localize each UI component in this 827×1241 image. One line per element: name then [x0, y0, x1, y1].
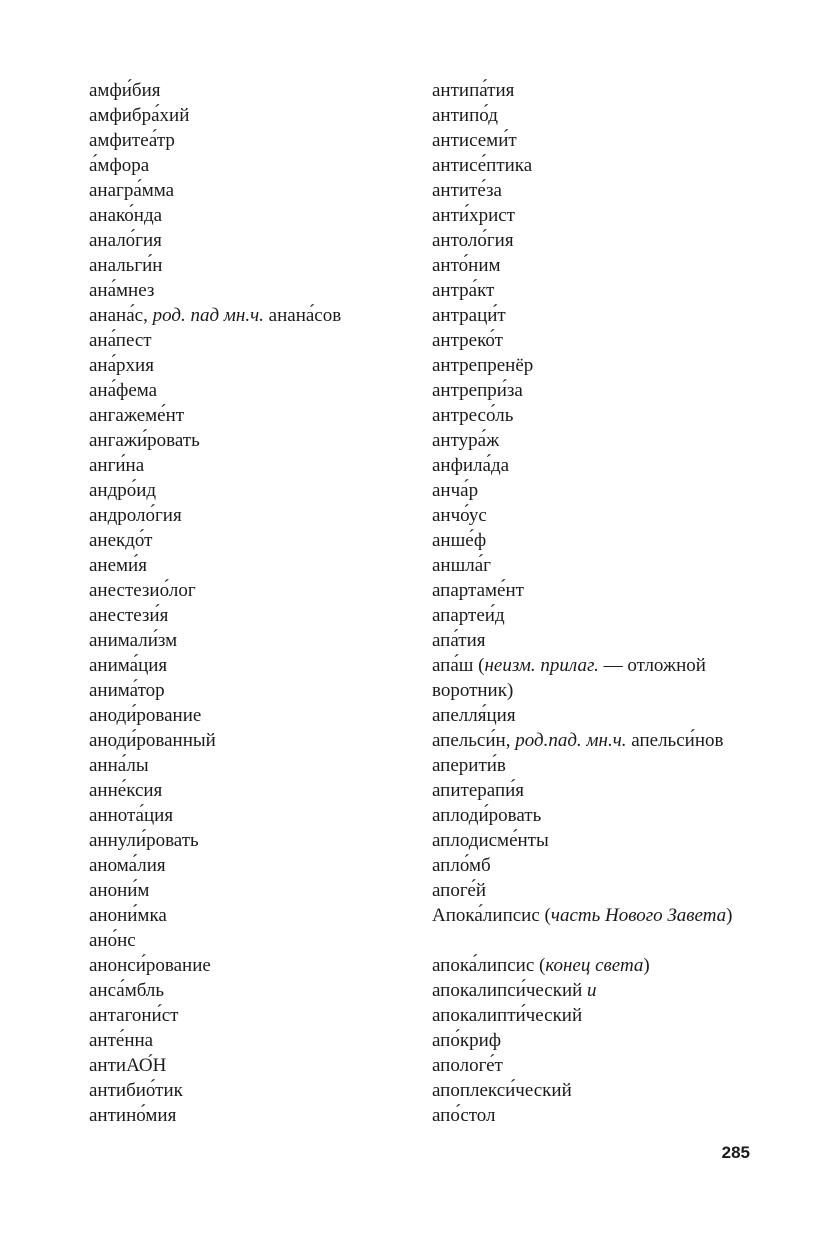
entry-word: амфитеа́тр	[89, 130, 175, 151]
dictionary-entry	[432, 1053, 762, 1078]
entry-word: анагра́мма	[89, 180, 175, 201]
dictionary-entry	[432, 728, 762, 753]
dictionary-entry	[89, 453, 419, 478]
entry-word: анто́ним	[432, 255, 501, 276]
dictionary-entry	[89, 703, 419, 728]
entry-word: анако́нда	[89, 205, 163, 226]
dictionary-entry	[432, 703, 762, 728]
entry-word: аноди́рование	[89, 705, 202, 726]
dictionary-entry	[89, 353, 419, 378]
dictionary-entry	[89, 1103, 419, 1128]
dictionary-entry	[432, 953, 762, 978]
entry-word: аперити́в	[432, 755, 506, 776]
entry-word: анима́ция	[89, 655, 168, 676]
dictionary-entry	[432, 903, 762, 953]
dictionary-entry	[89, 628, 419, 653]
entry-word: антите́за	[432, 180, 502, 201]
dictionary-entry	[432, 578, 762, 603]
dictionary-entry	[432, 128, 762, 153]
dictionary-entry	[89, 803, 419, 828]
entry-word: аплоди́ровать	[432, 805, 542, 826]
entry-word: ана́рхия	[89, 355, 154, 376]
dictionary-entry	[432, 503, 762, 528]
entry-grammar-note: неизм. прилаг.	[484, 655, 599, 676]
entry-word: анима́тор	[89, 680, 165, 701]
dictionary-entry	[432, 253, 762, 278]
entry-word: апелля́ция	[432, 705, 516, 726]
entry-word: антисе́птика	[432, 155, 533, 176]
entry-word: апока́липсис (	[432, 955, 546, 976]
dictionary-entry	[432, 353, 762, 378]
entry-word: антрепри́за	[432, 380, 523, 401]
entry-word: анса́мбль	[89, 980, 165, 1001]
dictionary-entry	[432, 1103, 762, 1128]
dictionary-entry	[89, 528, 419, 553]
entry-word: аннули́ровать	[89, 830, 199, 851]
entry-continuation: апельси́нов	[626, 730, 724, 751]
dictionary-entry	[432, 603, 762, 628]
dictionary-entry	[89, 103, 419, 128]
dictionary-entry	[89, 1003, 419, 1028]
dictionary-entry	[432, 1078, 762, 1103]
dictionary-entry	[89, 1053, 419, 1078]
dictionary-entry	[432, 978, 762, 1003]
entry-word: антреко́т	[432, 330, 503, 351]
dictionary-entry	[432, 403, 762, 428]
entry-word: амфи́бия	[89, 80, 161, 101]
entry-word: аннота́ция	[89, 805, 174, 826]
dictionary-entry	[89, 378, 419, 403]
dictionary-entry	[89, 903, 419, 928]
dictionary-entry	[432, 628, 762, 653]
dictionary-entry	[89, 1078, 419, 1103]
dictionary-entry	[432, 328, 762, 353]
dictionary-entry	[432, 278, 762, 303]
entry-word: ана́фема	[89, 380, 158, 401]
dictionary-entry	[432, 153, 762, 178]
dictionary-entry	[432, 1028, 762, 1053]
dictionary-entry	[432, 478, 762, 503]
entry-word: анеми́я	[89, 555, 147, 576]
entry-word: антибио́тик	[89, 1080, 183, 1101]
dictionary-entry	[89, 878, 419, 903]
entry-grammar-note: и	[587, 980, 597, 1001]
dictionary-entry	[432, 528, 762, 553]
entry-word: антраци́т	[432, 305, 506, 326]
entry-continuation: — отложной воротник)	[432, 655, 706, 701]
entry-word: андроло́гия	[89, 505, 182, 526]
dictionary-entry	[89, 128, 419, 153]
dictionary-entry	[432, 653, 762, 703]
dictionary-entry	[89, 403, 419, 428]
dictionary-entry	[432, 228, 762, 253]
entry-word: апокалипси́ческий	[432, 980, 588, 1001]
page-number: 285	[721, 1143, 750, 1162]
entry-word: анестези́я	[89, 605, 169, 626]
dictionary-entry	[89, 953, 419, 978]
dictionary-entry	[89, 753, 419, 778]
entry-word: антино́мия	[89, 1105, 177, 1126]
entry-word: апельси́н,	[432, 730, 516, 751]
entry-word: анте́нна	[89, 1030, 154, 1051]
entry-grammar-note: род. пад мн.ч.	[152, 305, 264, 326]
entry-word: антрепренёр	[432, 355, 534, 376]
entry-grammar-note: часть Нового Завета	[550, 905, 727, 926]
entry-word: анчо́ус	[432, 505, 487, 526]
entry-word: анти́христ	[432, 205, 515, 226]
dictionary-entry	[432, 303, 762, 328]
entry-word: анфила́да	[432, 455, 510, 476]
entry-word: антра́кт	[432, 280, 495, 301]
dictionary-entry	[89, 328, 419, 353]
dictionary-entry	[432, 878, 762, 903]
dictionary-entry	[89, 728, 419, 753]
entry-word: анонси́рование	[89, 955, 211, 976]
entry-word: апоплекси́ческий	[432, 1080, 572, 1101]
entry-word: апартеи́д	[432, 605, 505, 626]
entry-word: анало́гия	[89, 230, 162, 251]
dictionary-entry	[432, 378, 762, 403]
entry-word: аплодисме́нты	[432, 830, 549, 851]
dictionary-entry	[89, 578, 419, 603]
entry-continuation: анана́сов	[263, 305, 342, 326]
entry-word: анна́лы	[89, 755, 149, 776]
dictionary-entry	[432, 78, 762, 103]
entry-word: апоге́й	[432, 880, 486, 901]
entry-word: андро́ид	[89, 480, 157, 501]
entry-word: антагони́ст	[89, 1005, 179, 1026]
entry-word: аншла́г	[432, 555, 491, 576]
entry-continuation: )	[643, 955, 650, 976]
dictionary-entry	[432, 803, 762, 828]
entry-word: антисеми́т	[432, 130, 517, 151]
dictionary-entry	[432, 853, 762, 878]
dictionary-entry	[432, 203, 762, 228]
dictionary-entry	[89, 553, 419, 578]
entry-word: ангажеме́нт	[89, 405, 185, 426]
dictionary-entry	[89, 1028, 419, 1053]
entry-word: апо́стол	[432, 1105, 496, 1126]
entry-word: анше́ф	[432, 530, 487, 551]
entry-word: антипа́тия	[432, 80, 515, 101]
entry-word: апа́ш (	[432, 655, 485, 676]
entry-word: анне́ксия	[89, 780, 163, 801]
dictionary-entry	[432, 103, 762, 128]
dictionary-entry	[89, 603, 419, 628]
dictionary-entry	[89, 828, 419, 853]
entry-word: анимали́зм	[89, 630, 178, 651]
entry-word: антура́ж	[432, 430, 500, 451]
entry-word: анома́лия	[89, 855, 166, 876]
entry-word: апло́мб	[432, 855, 491, 876]
dictionary-entry	[89, 278, 419, 303]
entry-word: апитерапи́я	[432, 780, 525, 801]
entry-word: анча́р	[432, 480, 479, 501]
entry-word: ана́мнез	[89, 280, 155, 301]
entry-grammar-note: род.пад. мн.ч.	[515, 730, 627, 751]
dictionary-entry	[89, 428, 419, 453]
dictionary-entry	[89, 778, 419, 803]
dictionary-entry	[432, 753, 762, 778]
entry-grammar-note: конец света	[545, 955, 644, 976]
dictionary-entry	[89, 678, 419, 703]
entry-word: апа́тия	[432, 630, 486, 651]
dictionary-entry	[89, 228, 419, 253]
entry-word: ано́нс	[89, 930, 136, 951]
dictionary-entry	[432, 428, 762, 453]
left-column	[89, 78, 419, 1128]
dictionary-entry	[432, 178, 762, 203]
dictionary-entry	[89, 253, 419, 278]
dictionary-entry	[89, 478, 419, 503]
entry-word: антоло́гия	[432, 230, 514, 251]
dictionary-entry	[432, 453, 762, 478]
entry-word: анги́на	[89, 455, 145, 476]
entry-word: апологе́т	[432, 1055, 503, 1076]
entry-word: анана́с,	[89, 305, 153, 326]
dictionary-entry	[89, 203, 419, 228]
entry-word: апо́криф	[432, 1030, 502, 1051]
entry-word: ангажи́ровать	[89, 430, 200, 451]
entry-word: антиАО́Н	[89, 1055, 167, 1076]
entry-word: аноди́рованный	[89, 730, 216, 751]
entry-word: апокалипти́ческий	[432, 1005, 583, 1026]
dictionary-entry	[432, 778, 762, 803]
dictionary-entry	[89, 653, 419, 678]
entry-word: анальги́н	[89, 255, 163, 276]
dictionary-entry	[89, 928, 419, 953]
entry-word: анони́м	[89, 880, 150, 901]
dictionary-entry	[89, 503, 419, 528]
entry-word: апартаме́нт	[432, 580, 524, 601]
entry-word: анони́мка	[89, 905, 167, 926]
entry-word: Апока́липсис (	[432, 905, 551, 926]
entry-word: антресо́ль	[432, 405, 514, 426]
dictionary-entry	[89, 978, 419, 1003]
entry-word: антипо́д	[432, 105, 498, 126]
entry-word: анестезио́лог	[89, 580, 196, 601]
dictionary-entry	[432, 828, 762, 853]
dictionary-entry	[89, 153, 419, 178]
entry-continuation: )	[726, 905, 733, 926]
dictionary-entry	[89, 78, 419, 103]
entry-word: а́мфора	[89, 155, 150, 176]
entry-word: амфибра́хий	[89, 105, 190, 126]
dictionary-entry	[89, 303, 419, 328]
dictionary-entry	[432, 553, 762, 578]
entry-word: анекдо́т	[89, 530, 153, 551]
dictionary-entry	[432, 1003, 762, 1028]
right-column	[432, 78, 762, 1128]
dictionary-entry	[89, 178, 419, 203]
entry-word: ана́пест	[89, 330, 152, 351]
dictionary-entry	[89, 853, 419, 878]
